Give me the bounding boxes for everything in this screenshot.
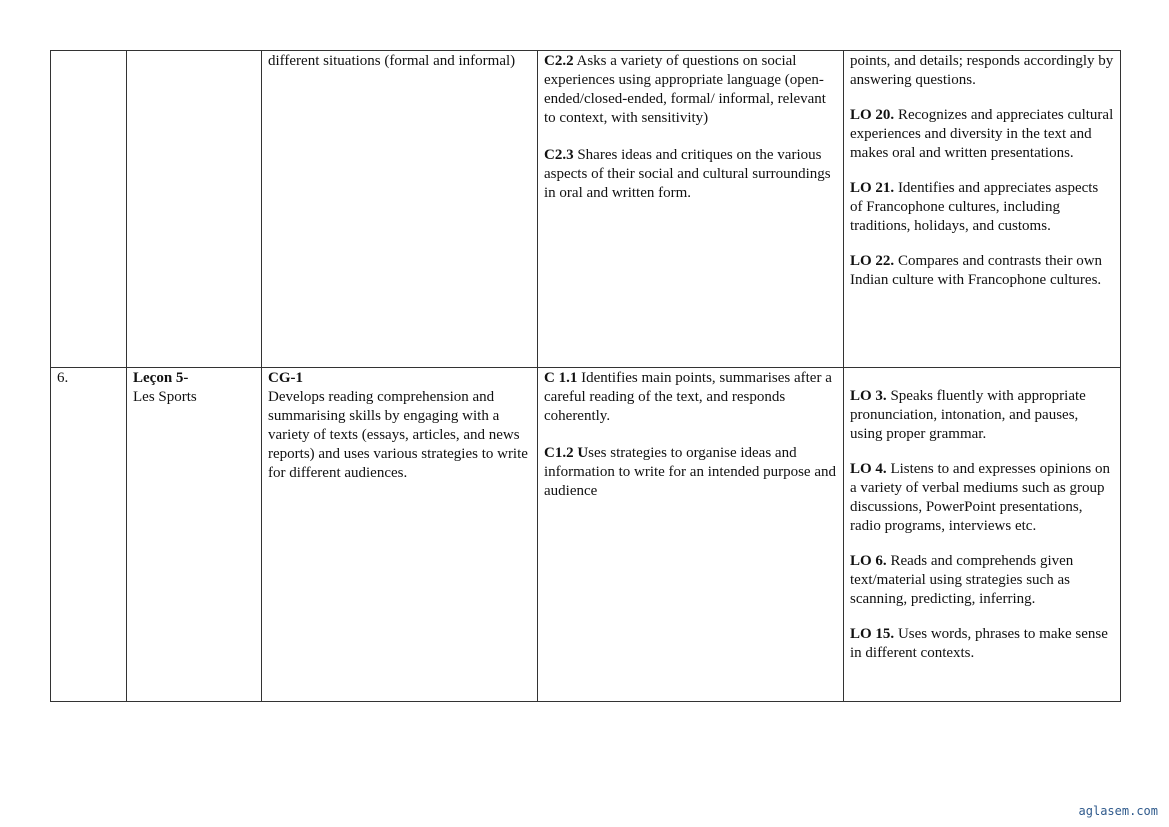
- row-number: 6.: [57, 370, 69, 386]
- watermark-text: aglasem.com: [1078, 804, 1158, 818]
- competency-code: C2.3: [544, 147, 574, 163]
- outcome-item: [850, 460, 1114, 536]
- number-cell: [51, 368, 127, 702]
- outcome-code: LO 22.: [850, 253, 895, 269]
- outcome-item: [850, 552, 1114, 609]
- outcome-code: LO 4.: [850, 461, 887, 477]
- competency-cell: [538, 51, 844, 368]
- outcome-code: LO 6.: [850, 553, 887, 569]
- outcome-text: Reads and comprehends given text/material using strategies such as scanning, predicting, inferring.: [850, 553, 1074, 607]
- table-row: [51, 51, 1121, 368]
- outcome-text: Uses words, phrases to make sense in different contexts.: [850, 626, 1108, 661]
- outcome-item: [850, 387, 1114, 444]
- curriculum-table: [50, 50, 1121, 702]
- lesson-cell: [127, 368, 262, 702]
- competency-item: [544, 52, 837, 128]
- competency-text: ses strategies to organise ideas and information to write for an intended purpose and audience: [544, 445, 837, 499]
- outcome-item: [850, 252, 1114, 290]
- outcome-text: Recognizes and appreciates cultural experiences and diversity in the text and makes oral and written presentations.: [850, 107, 1114, 161]
- competency-code: C 1.1: [544, 370, 578, 386]
- number-cell: [51, 51, 127, 368]
- competency-item: [544, 369, 837, 426]
- competency-code: C2.2: [544, 53, 574, 69]
- outcome-code: LO 20.: [850, 107, 895, 123]
- outcome-text: Identifies and appreciates aspects of Francophone cultures, including traditions, holidays, and customs.: [850, 180, 1099, 234]
- table-row: [51, 368, 1121, 702]
- competency-text: Shares ideas and critiques on the various aspects of their social and cultural surroundings in oral and written form.: [544, 147, 831, 201]
- outcome-text: Listens to and expresses opinions on a variety of verbal mediums such as group discussions, PowerPoint presentations, radio programs, interviews etc.: [850, 461, 1110, 534]
- competency-code: C1.2 U: [544, 445, 589, 461]
- outcome-code: LO 3.: [850, 388, 887, 404]
- outcome-intro: points, and details; responds accordingly by answering questions.: [850, 53, 1114, 88]
- outcome-item: [850, 106, 1114, 163]
- lesson-title: Leçon 5-: [133, 370, 189, 386]
- outcome-text: Speaks fluently with appropriate pronunciation, intonation, and pauses, using proper grammar.: [850, 388, 1086, 442]
- competency-cell: [538, 368, 844, 702]
- outcome-cell: [844, 368, 1121, 702]
- outcome-item: [850, 179, 1114, 236]
- goal-code: CG-1: [268, 370, 303, 386]
- outcome-item: [850, 625, 1114, 663]
- goal-text: Develops reading comprehension and summarising skills by engaging with a variety of texts (essays, articles, and news reports) and uses various strategies to write for different audiences.: [268, 389, 528, 481]
- outcome-code: LO 21.: [850, 180, 895, 196]
- competency-item: [544, 444, 837, 501]
- lesson-subtitle: Les Sports: [133, 389, 197, 405]
- lesson-cell: [127, 51, 262, 368]
- goal-cell: [262, 51, 538, 368]
- competency-item: [544, 146, 837, 203]
- outcome-code: LO 15.: [850, 626, 895, 642]
- goal-text: different situations (formal and informal): [268, 53, 516, 69]
- outcome-cell: [844, 51, 1121, 368]
- competency-text: Identifies main points, summarises after a careful reading of the text, and responds coherently.: [544, 370, 832, 424]
- competency-text: Asks a variety of questions on social experiences using appropriate language (open-ended/closed-ended, formal/ informal, relevant to context, with sensitivity): [544, 53, 826, 126]
- goal-cell: [262, 368, 538, 702]
- outcome-text: Compares and contrasts their own Indian culture with Francophone cultures.: [850, 253, 1103, 288]
